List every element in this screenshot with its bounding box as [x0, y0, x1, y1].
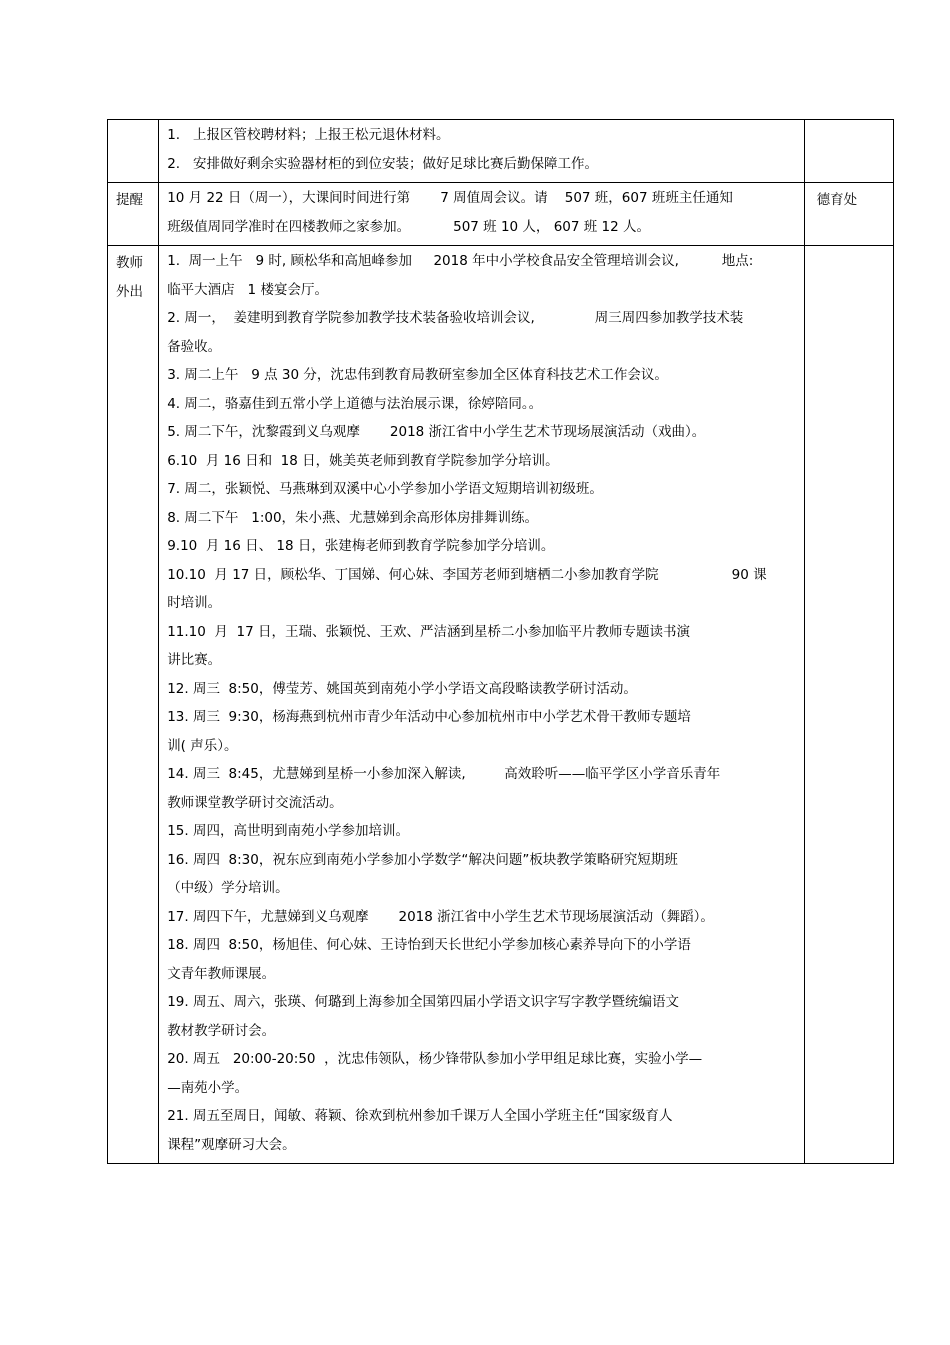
content-line: 19. 周五、周六，张瑛、何璐到上海参加全国第四届小学语文识字写字教学暨统编语文 [167, 994, 679, 1010]
content-line: 教材教学研讨会。 [167, 1022, 276, 1039]
content-line: 6.10 月 16 日和 18 日，姚美英老师到教育学院参加学分培训。 [167, 452, 559, 469]
content-line: 4. 周二，骆嘉佳到五常小学上道德与法治展示课，徐婷陪同。。 [167, 395, 543, 412]
content-line: 班级值周同学准时在四楼教师之家参加。 507 班 10 人， 607 班 12 人。 [167, 218, 651, 235]
content-line: 11.10 月 17 日，王瑞、张颖悦、王欢、严洁涵到星桥二小参加临平片教师专题读书演 [167, 623, 690, 640]
content-line: （中级）学分培训。 [167, 880, 289, 896]
responsible-dept-cell [804, 246, 893, 1164]
responsible-dept-cell [804, 183, 893, 246]
content-line: 12. 周三 8:50，傅莹芳、姚国英到南苑小学小学语文高段略读教学研讨活动。 [167, 680, 637, 697]
schedule-table [107, 119, 894, 1164]
table-row [108, 120, 894, 183]
row-content-cell [159, 183, 804, 246]
responsible-dept-cell [804, 120, 893, 183]
content-line: —南苑小学。 [167, 1079, 249, 1096]
content-line: 20. 周五 20:00-20:50 ，沈忠伟领队，杨少锋带队参加小学甲组足球比赛，实验小学— [167, 1051, 703, 1067]
content-line: 8. 周二下午 1:00，朱小燕、尤慧娣到余高形体房排舞训练。 [167, 509, 539, 526]
content-line: 课程”观摩研习大会。 [167, 1136, 296, 1153]
row-label-cell [108, 120, 159, 183]
row-label-cell [108, 183, 159, 246]
content-line: 17. 周四下午，尤慧娣到义乌观摩 2018 浙江省中小学生艺术节现场展演活动（舞蹈）。 [167, 908, 714, 925]
responsible-dept: 德育处 [816, 192, 858, 208]
row-content-cell [159, 120, 804, 183]
content-line: 10.10 月 17 日，顾松华、丁国娣、何心妹、李国芳老师到塘栖二小参加教育学院 90 课 [167, 566, 767, 583]
content-line: 1. 周一上午 9 时, 顾松华和高旭峰参加 2018 年中小学校食品安全管理培训会议, 地点: [167, 253, 754, 269]
schedule-table-body [108, 120, 894, 1164]
content-line: 2. 周一， 姜建明到教育学院参加教学技术装备验收培训会议, 周三周四参加教学技术装 [167, 310, 744, 326]
content-line: 教师课堂教学研讨交流活动。 [167, 794, 343, 811]
content-line: 21. 周五至周日，闻敏、蒋颖、徐欢到杭州参加千课万人全国小学班主任“国家级育人 [167, 1108, 673, 1124]
content-line: 16. 周四 8:30，祝东应到南苑小学参加小学数学“解决问题”板块教学策略研究短期班 [167, 851, 678, 868]
content-line: 备验收。 [167, 338, 222, 355]
content-line: 14. 周三 8:45，尤慧娣到星桥一小参加深入解读, 高效聆听——临平学区小学音乐青年 [167, 766, 721, 782]
table-row [108, 183, 894, 246]
content-line: 10 月 22 日（周一），大课间时间进行第 7 周值周会议。请 507 班，607 班班主任通知 [167, 190, 733, 206]
content-line: 3. 周二上午 9 点 30 分，沈忠伟到教育局教研室参加全区体育科技艺术工作会议。 [167, 367, 668, 383]
row-label: 提醒 [116, 192, 143, 208]
content-line: 文青年教师课展。 [167, 965, 276, 982]
row-label-cell [108, 246, 159, 1164]
row-label: 教师 [116, 255, 143, 271]
content-line: 9.10 月 16 日、 18 日，张建梅老师到教育学院参加学分培训。 [167, 538, 555, 554]
content-line: 5. 周二下午，沈黎霞到义乌观摩 2018 浙江省中小学生艺术节现场展演活动（戏曲）。 [167, 424, 706, 440]
content-line: 13. 周三 9:30，杨海燕到杭州市青少年活动中心参加杭州市中小学艺术骨干教师专题培 [167, 709, 691, 725]
content-line: 讲比赛。 [167, 652, 222, 668]
row-label: 外出 [116, 283, 143, 300]
content-line: 7. 周二，张颖悦、马燕琳到双溪中心小学参加小学语文短期培训初级班。 [167, 481, 603, 497]
table-row [108, 246, 894, 1164]
content-line: 时培训。 [167, 595, 222, 611]
row-content-cell [159, 246, 804, 1164]
content-line: 临平大酒店 1 楼宴会厅。 [167, 281, 328, 298]
content-line: 1. 上报区管校聘材料；上报王松元退休材料。 [167, 127, 450, 143]
content-line: 18. 周四 8:50，杨旭佳、何心妹、王诗怡到天长世纪小学参加核心素养导向下的小学语 [167, 937, 691, 953]
content-line: 15. 周四，高世明到南苑小学参加培训。 [167, 823, 409, 839]
content-line: 训( 声乐）。 [167, 737, 238, 754]
content-line: 2. 安排做好剩余实验器材柜的到位安装；做好足球比赛后勤保障工作。 [167, 155, 598, 172]
